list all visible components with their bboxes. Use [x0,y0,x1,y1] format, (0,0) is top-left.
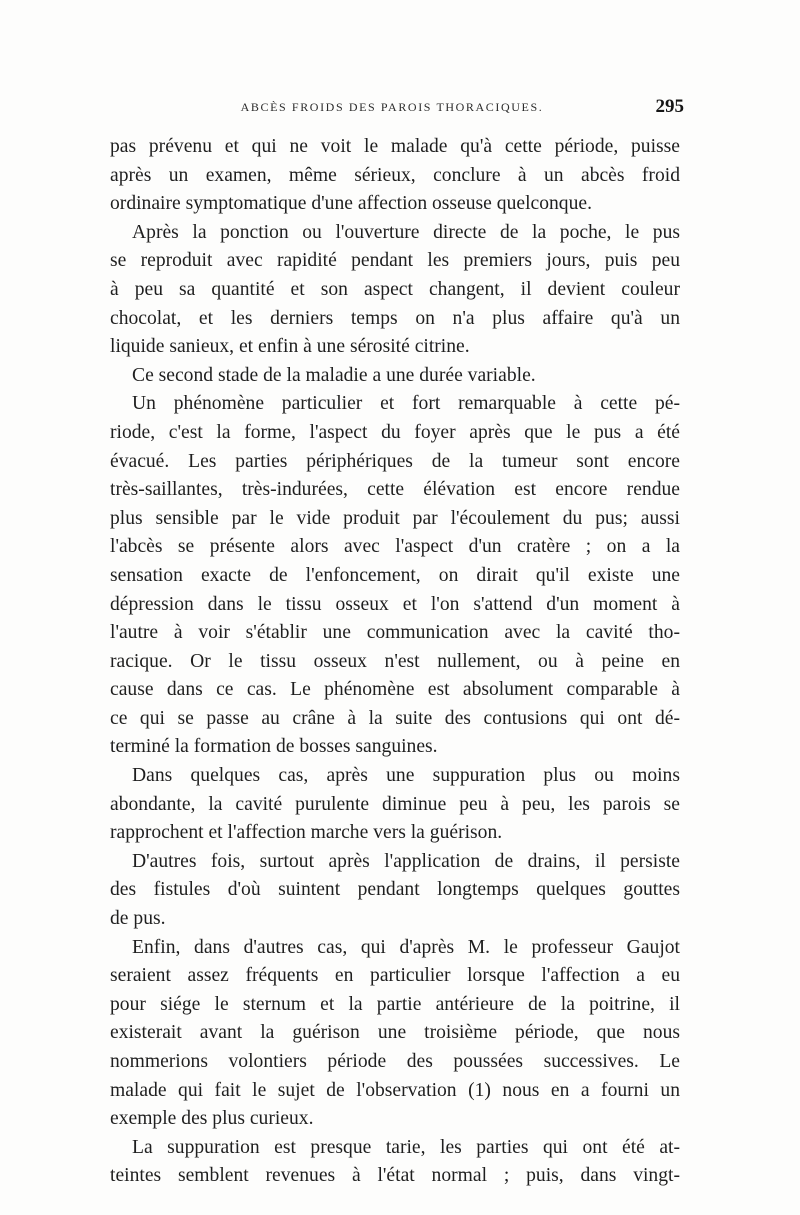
text-line: racique. Or le tissu osseux n'est nullement, ou à peine en [110,650,680,672]
text-line: de pus. [110,908,166,930]
paragraph-3 [110,362,680,391]
text-line: terminé la formation de bosses sanguines. [110,736,438,758]
page-number: 295 [655,96,684,117]
text-line: sensation exacte de l'enfoncement, on dirait qu'il existe une [110,564,680,586]
paragraph-5 [110,762,680,848]
text-line: riode, c'est la forme, l'aspect du foyer après que le pus a été [110,421,680,443]
text-line: exemple des plus curieux. [110,1108,314,1130]
paragraph-8 [110,1134,680,1191]
text-line: Après la ponction ou l'ouverture directe de la poche, le pus [132,221,680,243]
text-line: abondante, la cavité purulente diminue peu à peu, les parois se [110,793,680,815]
text-line: seraient assez fréquents en particulier lorsque l'affection a eu [110,965,680,987]
text-line: liquide sanieux, et enfin à une sérosité citrine. [110,336,470,358]
text-line: dépression dans le tissu osseux et l'on s'attend d'un moment à [110,593,680,615]
paragraph-2 [110,219,680,362]
running-head [112,96,684,122]
text-line: à peu sa quantité et son aspect changent, il devient couleur [110,278,680,300]
text-line: rapprochent et l'affection marche vers la guérison. [110,822,503,844]
paragraph-1 [110,133,680,219]
text-line: Ce second stade de la maladie a une durée variable. [132,364,536,386]
text-line: Un phénomène particulier et fort remarquable à cette pé- [132,393,680,415]
text-line: des fistules d'où suintent pendant longtemps quelques gouttes [110,879,680,901]
text-line: teintes semblent revenues à l'état normal ; puis, dans vingt- [110,1165,680,1187]
text-line: Enfin, dans d'autres cas, qui d'après M. le professeur Gaujot [132,936,680,958]
text-line: pas prévenu et qui ne voit le malade qu'à cette période, puisse [110,136,680,157]
text-line: nommerions volontiers période des poussées successives. Le [110,1051,680,1072]
text-line: très-saillantes, très-indurées, cette élévation est encore rendue [110,479,680,501]
text-line: Dans quelques cas, après une suppuration plus ou moins [132,765,680,787]
body-text [110,133,680,1191]
text-line: ce qui se passe au crâne à la suite des contusions qui ont dé- [110,707,680,729]
text-line: malade qui fait le sujet de l'observation (1) nous en a fourni un [110,1079,680,1101]
text-line: chocolat, et les derniers temps on n'a plus affaire qu'à un [110,307,680,329]
text-line: évacué. Les parties périphériques de la tumeur sont encore [110,450,680,472]
running-title: ABCÈS FROIDS DES PAROIS THORACIQUES. [240,100,544,114]
paragraph-6 [110,848,680,934]
text-line: plus sensible par le vide produit par l'écoulement du pus; aussi [110,507,680,529]
text-line: se reproduit avec rapidité pendant les premiers jours, puis peu [110,250,680,272]
text-line: après un examen, même sérieux, conclure à un abcès froid [110,164,680,186]
text-line: l'abcès se présente alors avec l'aspect d'un cratère ; on a la [110,536,680,558]
paragraph-4 [110,390,680,762]
text-line: ordinaire symptomatique d'une affection osseuse quelconque. [110,193,592,215]
text-line: cause dans ce cas. Le phénomène est absolument comparable à [110,679,680,701]
paragraph-7 [110,934,680,1134]
text-line: La suppuration est presque tarie, les parties qui ont été at- [132,1136,680,1158]
text-line: existerait avant la guérison une troisième période, que nous [110,1022,680,1044]
text-line: l'autre à voir s'établir une communication avec la cavité tho- [110,622,680,644]
text-line: pour siége le sternum et la partie antérieure de la poitrine, il [110,993,680,1015]
text-line: D'autres fois, surtout après l'application de drains, il persiste [132,850,680,872]
